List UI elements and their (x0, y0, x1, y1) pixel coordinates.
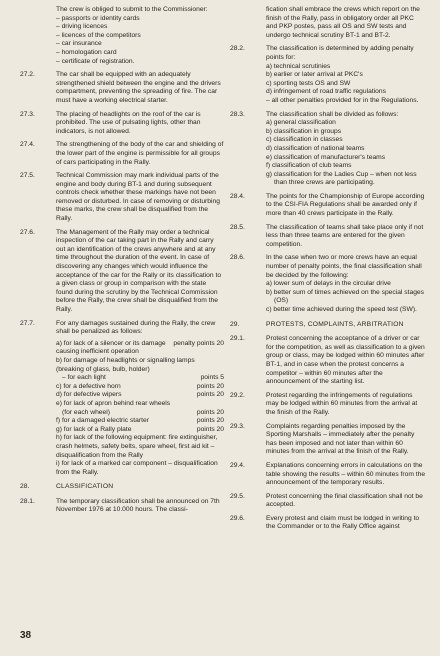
section-29-5 (230, 493, 426, 510)
section-body (266, 111, 426, 188)
penalty-text: c) for a defective horn (56, 382, 121, 390)
section-28-4 (230, 193, 426, 219)
section-29-2 (230, 392, 426, 418)
section-number: 29.6. (230, 514, 245, 522)
section-number: 27.7. (20, 319, 35, 327)
section-number: 28. (20, 483, 30, 491)
section-29-4 (230, 462, 426, 488)
penalty-text: d) for defective wipers (56, 391, 122, 399)
continued-text: fication shall embrace the crews which report on the finish of the Rally, pass in obligatory order all PKC and PKP postes, pass all OS and SW tests and undergo technical scrutiny BT-1 and BT-2. (266, 6, 420, 39)
penalty-row (56, 374, 224, 383)
penalty-points: penalty points 20 (173, 339, 224, 347)
penalty-row (56, 400, 224, 409)
penalty-points: points 20 (196, 391, 224, 399)
penalty-text: h) for lack of the following equipment: fire extinguisher, crash helmets, safety belts, spare wheel, first aid kit – disqualification from the Rally (56, 434, 218, 459)
penalty-text: g) for lack of a Rally plate (56, 425, 132, 433)
list-item: c) sporting tests OS and SW (266, 79, 351, 87)
list-item: b) earlier or later arrival at PKC's (266, 71, 363, 79)
section-body (266, 254, 426, 314)
section-27-5 (20, 172, 224, 224)
penalty-text: b) for damage of headlights or signalling lamps (breaking of glass, bulb, holder) (56, 356, 195, 373)
penalty-points: points 20 (196, 417, 224, 425)
penalty-row (56, 426, 224, 435)
penalty-points: points 20 (196, 408, 224, 416)
intro-block (20, 6, 224, 66)
list-item: g) classification for the Ladies Cup – when not less than three crews are participating. (266, 170, 417, 187)
list-item: – all other penalties provided for in the Regulations. (266, 96, 419, 104)
list-item: – certificate of registration. (56, 57, 135, 65)
penalty-text: – for each light (62, 374, 106, 382)
section-text: The placing of headlights on the roof of the car is prohibited. The use of pulsating lights, other than indicators, is not allowed. (56, 110, 201, 135)
penalty-points (218, 400, 224, 409)
section-28-6 (230, 254, 426, 314)
section-number: 27.2. (20, 71, 35, 79)
section-27-7 (20, 320, 224, 478)
penalty-row (56, 357, 224, 374)
section-29-1 (230, 335, 426, 387)
section-number: 27.3. (20, 110, 35, 118)
section-text: In the case when two or more crews have an equal number of penalty points, the final classification shall be decided by the following: (266, 254, 422, 279)
list-item: – driving licences (56, 23, 108, 31)
penalty-text: (for each wheel) (62, 408, 110, 416)
section-text: The Management of the Rally may order a technical inspection of the car taking part in the Rally and carry out an identification of the crews anywhere and at any time throughout the duration of the event. In case of discovering any changes which would influence the acceptance of the car for the Rally or its classification to a given class or group in comparison with the state found during the scrutiny by the Technical Commission before the Rally, the crew shall be disqualified from the Rally. (56, 228, 222, 313)
section-number: 29.1. (230, 335, 245, 343)
section-number: 28.6. (230, 254, 245, 262)
section-text: Complaints regarding penalties imposed by the Sporting Marshalls – immediately after the penalty has been imposed and not later than within 60 minutes from the arrival at the finish of the Rally. (266, 422, 415, 456)
list-item: – licences of the competitors (56, 31, 141, 39)
penalty-text: a) for lack of a silencer or its damage causing inefficient operation (56, 339, 166, 356)
section-text: The classification is determined by adding penalty points for: (266, 45, 414, 61)
penalty-row (56, 383, 224, 392)
section-number: 28.4. (230, 192, 245, 200)
section-number: 27.5. (20, 172, 35, 180)
list-item: b) better sum of times achieved on the special stages (OS) (266, 288, 424, 305)
penalty-row (56, 434, 224, 460)
section-28-3 (230, 111, 426, 188)
section-text: Protest concerning the final classification shall not be accepted. (266, 492, 423, 509)
list-item: e) classification of manufacturer's teams (266, 153, 386, 161)
list-item: a) general classification (266, 119, 336, 127)
section-number: 29.4. (230, 461, 245, 469)
intro-text: The crew is obliged to submit to the Commissioner: (56, 6, 208, 13)
section-27-6 (20, 229, 224, 315)
section-text: The classification shall be divided as follows: (266, 110, 399, 118)
penalty-points (218, 434, 224, 460)
section-29-6 (230, 515, 426, 532)
section-number: 29.3. (230, 422, 245, 430)
penalty-points: points 20 (196, 382, 224, 390)
section-28-5 (230, 224, 426, 250)
penalty-text: i) for lack of a marked car component – disqualification from the Rally. (56, 460, 218, 476)
penalty-row (56, 340, 224, 357)
penalty-text: f) for a damaged electric starter (56, 417, 149, 425)
list-item: a) lower sum of delays in the circular drive (266, 280, 391, 288)
section-text: Technical Commission may mark individual parts of the engine and body during BT-1 and during subsequent controls check whether these markings have not been removed or disturbed. In case of removing or disturbing these marks, the crew shall be disqualified from the Rally. (56, 172, 220, 223)
section-text: The temporary classification shall be announced on 7th November 1976 at 10.000 hours. The classi- (56, 497, 220, 514)
section-29-3 (230, 423, 426, 457)
section-number: 28.2. (230, 45, 245, 53)
penalty-row (56, 460, 224, 477)
penalty-points (218, 357, 224, 374)
list-item: b) classification in groups (266, 127, 342, 135)
penalty-points: points 5 (200, 374, 224, 382)
section-28-1 (20, 498, 224, 515)
section-28-2 (230, 45, 426, 105)
section-27-4 (20, 141, 224, 167)
section-number: 28.5. (230, 223, 245, 231)
section-text: Protest regarding the infringements of regulations may be lodged within 60 minutes from the arrival at the finish of the Rally. (266, 391, 418, 416)
section-number: 27.6. (20, 228, 35, 236)
list-item: d) classification of national teams (266, 144, 365, 152)
section-text: The points for the Championship of Europe according to the CSI-FIA Regulations shall be awarded only if more than 40 crews participate in the Rally. (266, 192, 425, 218)
list-item: a) technical scrutinies (266, 62, 331, 70)
section-number: 27.4. (20, 141, 35, 149)
section-text: Every protest and claim must be lodged in writing to the Commander or to the Rally Office against (266, 514, 420, 531)
list-item: c) classification in classes (266, 136, 343, 144)
list-item: – car insurance (56, 40, 102, 48)
section-29-heading (230, 321, 426, 330)
section-text: Explanations concerning errors in calculations on the table showing the results – within 60 minutes from the announcement of the temporary results. (266, 461, 426, 487)
penalty-row (56, 417, 224, 426)
section-text: For any damages sustained during the Rally, the crew shall be penalized as follows: (56, 319, 216, 336)
section-number: 29.2. (230, 391, 245, 399)
section-text: The classification of teams shall take place only if not less than three teams are entered for the given competition. (266, 223, 424, 248)
section-number: 28.1. (20, 497, 35, 505)
section-text: Protest concerning the acceptance of a driver or car for the competition, as well as classification to a given group or class, may be lodged within 60 minutes after BT-1, and in case when the protest concerns a competitor – within 60 minutes after the announcement of the starting list. (266, 335, 425, 386)
section-number: 29.5. (230, 492, 245, 500)
penalty-row (56, 391, 224, 400)
page-number: 38 (20, 630, 32, 641)
section-27-2 (20, 71, 224, 105)
list-item: – homologation card (56, 48, 117, 56)
section-number: 29. (230, 320, 240, 328)
list-item: d) infringement of road traffic regulations (266, 88, 386, 96)
section-heading: CLASSIFICATION (56, 483, 114, 491)
section-heading: PROTESTS, COMPLAINTS, ARBITRATION (266, 320, 404, 328)
list-item: c) better time achieved during the speed test (SW). (266, 306, 417, 313)
section-text: The car shall be equipped with an adequately strengthened shield between the engine and the drivers compartment, preventing the spreading of fire. The car must have a working electrical starter. (56, 71, 221, 104)
list-item: – passports or identity cards (56, 14, 140, 22)
section-body (266, 45, 426, 105)
penalty-row (56, 409, 224, 418)
intro-list (56, 15, 224, 67)
section-text: The strengthening of the body of the car and shielding of the lower part of the engine is permissible for all groups of cars participating in the Rally. (56, 141, 224, 166)
section-28-heading (20, 483, 224, 492)
list-item: f) classification of club teams (266, 162, 352, 170)
left-column (20, 6, 224, 520)
section-number: 28.3. (230, 110, 245, 118)
section-body (56, 320, 224, 478)
section-27-3 (20, 111, 224, 137)
right-column (230, 6, 426, 537)
penalty-points (218, 460, 224, 477)
penalty-points: points 20 (196, 425, 224, 433)
penalty-text: e) for lack of apron behind rear wheels (56, 399, 171, 407)
